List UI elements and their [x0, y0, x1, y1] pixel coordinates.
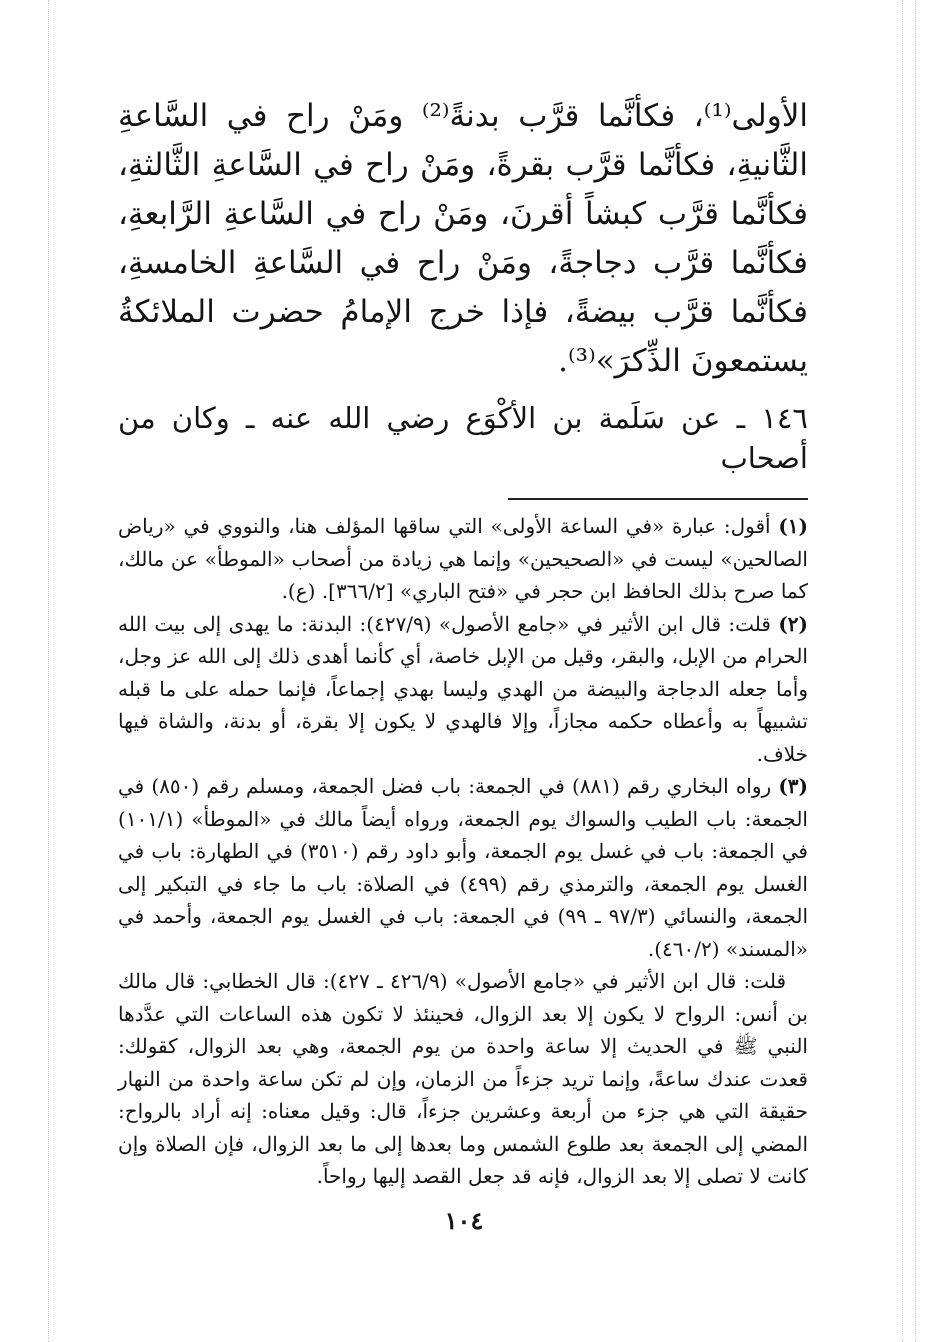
footnote-separator [508, 498, 808, 500]
footnote-text: رواه البخاري رقم (٨٨١) في الجمعة: باب فضل الجمعة، ومسلم رقم (٨٥٠) في الجمعة: باب الطيب والسواك يوم الجمعة، ورواه أيضاً مالك في «الموطأ» (١٠١/١) في الجمعة: باب في غسل يوم الجمعة، وأبو داود رقم (٣٥١٠) في الطهارة: باب في الغسل يوم الجمعة، والترمذي رقم (٤٩٩) في الصلاة: باب ما جاء في التبكير إلى الجمعة، والنسائي (٩٧/٣ ـ ٩٩) في الجمعة: باب في الغسل يوم الجمعة، وأحمد في «المسند» (٤٦٠/٢). [118, 774, 809, 961]
footnote-3-continuation: قلت: قال ابن الأثير في «جامع الأصول» (٤٢٦/٩ ـ ٤٢٧): قال الخطابي: قال مالك بن أنس: الرواح لا يكون إلا بعد الزوال، فحينئذ لا تكون هذه الساعات التي عدَّدها النبي ﷺ في الحديث إلا ساعة واحدة من يوم الجمعة، وهي بعد الزوال، كقولك: قعدت عندك ساعةً، وإنما تريد جزءاً من الزمان، وإن لم تكن ساعة واحدة من النهار حقيقة التي هي جزء من أربعة وعشرين جزءاً، قال: وقيل معناه: إنه أراد بالرواح: المضي إلى الجمعة بعد طلوع الشمس وما بعدها إلى ما بعد الزوال، فإن الصلاة وإن كانت لا تصلى إلا بعد الزوال، فإنه قد جعل القصد إليها رواحاً. [118, 969, 808, 1188]
footnote-2 [118, 608, 808, 771]
footnote-3 [118, 770, 808, 965]
footnote-text: قلت: قال ابن الأثير في «جامع الأصول» (٤٢٧/٩): البدنة: ما يهدى إلى بيت الله الحرام من الإبل، والبقر، وقيل من الإبل خاصة، أي كأنما أهدى ذلك إلى الله عز وجل، وأما جعله الدجاجة والبيضة من الهدي وليسا بهدي إجماعاً، فإنما حمله على ما قبله تشبيهاً به وأعطاه حكمه مجازاً، وإلا فالهدي لا يكون إلا بقرة، أو بدنة، والشاة فيها خلاف. [118, 611, 808, 766]
page-content [118, 92, 808, 1193]
hadith-146-opening: ١٤٦ ـ عن سَلَمة بن الأكْوَع رضي الله عنه ـ وكان من أصحاب [118, 401, 808, 475]
footnotes [118, 510, 808, 1193]
footnote-number: (٣) [778, 774, 809, 798]
footnote-text: أقول: عبارة «في الساعة الأولى» التي ساقها المؤلف هنا، والنووي في «رياض الصالحين» ليست في «الصحيحين» وإنما هي زيادة من أصحاب «الموطأ» عن مالك، كما صرح بذلك الحافظ ابن حجر في «فتح الباري» [٣٦٦/٢]. (ع). [118, 514, 808, 603]
margin-dotted-line-right [902, 0, 903, 1342]
footnote-number: (١) [778, 514, 809, 538]
footnote-number: (٢) [778, 611, 809, 636]
page-number: ١٠٤ [444, 1206, 484, 1235]
margin-dotted-line-edge [915, 0, 916, 1342]
footnote-1 [118, 510, 808, 608]
margin-dotted-line-left [48, 0, 49, 1342]
hadith-text: الأولى⁽¹⁾، فكأنَّما قرَّب بدنةً⁽²⁾ ومَنْ راح في السَّاعةِ الثَّانيةِ، فكأنَّما قرَّب بقرةً، ومَنْ راح في السَّاعةِ الثَّالثةِ، فكأنَّما قرَّب كبشاً أقرنَ، ومَنْ راح في السَّاعةِ الرَّابعةِ، فكأنَّما قرَّب دجاجةً، ومَنْ راح في السَّاعةِ الخامسةِ، فكأنَّما قرَّب بيضةً، فإذا خرج الإمامُ حضرت الملائكةُ يستمعونَ الذِّكرَ»⁽³⁾. [118, 98, 808, 379]
